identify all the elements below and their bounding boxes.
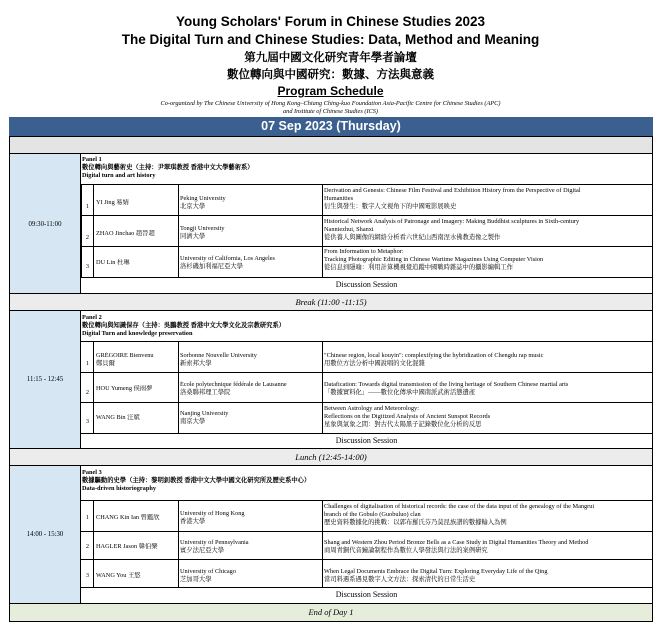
panel2-chair-zh: 數位轉向與知識保存（主持：吳鵬教授 香港中文大學文化及宗教研究系） bbox=[82, 322, 286, 329]
panel3-title: Data-driven historiography bbox=[82, 485, 156, 492]
panel2-talk3-inst bbox=[180, 410, 320, 426]
panel2-label: Panel 2 bbox=[82, 314, 102, 321]
inst-en: University of California, Los Angeles bbox=[180, 255, 275, 262]
coorganizers-line-1: Co-organized by The Chinese University of Hong Kong–Chiang Ching-kuo Foundation Asia-Pacific Centre for Chinese Studies (APC) bbox=[160, 100, 501, 107]
end-label: End of Day 1 bbox=[308, 607, 354, 617]
panel2-talk2-title bbox=[324, 381, 650, 397]
panel3-talk2-inst bbox=[180, 539, 320, 555]
panel2-talk3-no: 3 bbox=[85, 418, 90, 425]
panel1-discussion: Discussion Session bbox=[335, 280, 398, 289]
talk-title-zh: 當司料遇系遇見數字人文方法：探索清代的日常生活史 bbox=[324, 576, 476, 583]
panel3-talk1-speaker: CHANG Kin Ian 曾鑑欣 bbox=[96, 514, 160, 521]
panel1-talk3-title bbox=[324, 248, 650, 272]
panel3-talk2-title bbox=[324, 539, 650, 555]
date-banner: 07 Sep 2023 (Thursday) bbox=[9, 117, 653, 136]
inst-zh: 賓夕法尼亞大學 bbox=[180, 547, 225, 554]
talk-title-line: "Chinese region, local kouyin": complexifying the hybridization of Chengdu rap music bbox=[324, 352, 544, 359]
panel3-talk1-no: 1 bbox=[85, 514, 90, 521]
talk-title-zh: 用數位方法分析中國說唱的文化混雜 bbox=[324, 360, 425, 367]
panel1-talk3-no: 3 bbox=[85, 263, 90, 270]
panel2-talk2-speaker: HOU Yumeng 侯雨夢 bbox=[96, 385, 153, 392]
inst-zh: 南京大學 bbox=[180, 418, 206, 425]
panel1-talk1-inst bbox=[180, 195, 320, 211]
inst-zh: 新索邦大學 bbox=[180, 360, 212, 367]
talk-title-line: Shang and Western Zhou Period Bronze Bells as a Case Study in Digital Humanities Theory and Method bbox=[324, 539, 589, 546]
inst-zh: 芝加哥大學 bbox=[180, 576, 212, 583]
panel2-talk3-speaker: WANG Bin 汪斌 bbox=[96, 414, 140, 421]
panel1-talk1-no: 1 bbox=[85, 203, 90, 210]
panel3-time: 14:00 - 15:30 bbox=[10, 466, 81, 603]
panel3-header bbox=[82, 469, 642, 493]
panel3-talk3-title bbox=[324, 568, 650, 584]
panel3-talk3-inst bbox=[180, 568, 320, 584]
panel3-talk3-no: 3 bbox=[85, 572, 90, 579]
talk-title-zh: 「數據實料化」——數位化傳承中國南派武術活態遺產 bbox=[324, 389, 476, 396]
inst-en: University of Pennsylvania bbox=[180, 539, 249, 546]
panel2-header bbox=[82, 314, 642, 338]
panel2-talk3-title bbox=[324, 405, 650, 429]
panel2-talk2-inst bbox=[180, 381, 320, 397]
talk-title-line: Between Astrology and Meteorology: bbox=[324, 405, 419, 412]
coorganizers bbox=[0, 100, 661, 116]
panel3-talk2-speaker: HAGLER Jason 韓伯樂 bbox=[96, 543, 158, 550]
speaker-name: GRÉGOIRE Bienvenu bbox=[96, 352, 154, 359]
panel2-title: Digital Turn and knowledge preservation bbox=[82, 330, 193, 337]
panel2-talk2-no: 2 bbox=[85, 389, 90, 396]
panel3-chair-zh: 數據驅動的史學（主持：黎明釗教授 香港中文大學中國文化研究所及歷史系中心） bbox=[82, 477, 311, 484]
talk-title-line: Tracking Photographic Editing in Chinese Wartime Magazines Using Computer Vision bbox=[324, 256, 544, 263]
panel1-header bbox=[82, 156, 642, 180]
forum-title: Young Scholars' Forum in Chinese Studies 2023 bbox=[175, 14, 486, 29]
program-schedule-heading: Program Schedule bbox=[277, 84, 384, 98]
spacer-row bbox=[10, 137, 652, 153]
talk-title-zh: 衍生與發生：數字人文視角下的中國電影展映史 bbox=[324, 203, 457, 210]
talk-title-line: When Legal Documents Embrace the Digital Turn: Exploring Everyday Life of the Qing bbox=[324, 568, 548, 575]
break-label: Break (11:00 -11:15) bbox=[295, 297, 367, 307]
panel3-talk1-title bbox=[324, 503, 650, 527]
panel1-talk1-title bbox=[324, 187, 650, 211]
panel2-discussion: Discussion Session bbox=[335, 436, 398, 445]
panel1-talk3-speaker: DU Lin 杜琳 bbox=[96, 259, 130, 266]
talk-title-line: Challenges of digitalisation of historical records: the case of the data input of the genealogy of the Mangrui bbox=[324, 503, 595, 510]
talk-title-zh: 從供養人與圖像的網絡分析看六世紀山西南涅水佛教造像之製作 bbox=[324, 234, 501, 241]
talk-title-line: Historical Network Analysis of Patronage and Imagery: Making Buddhist sculptures in Sixth-century bbox=[324, 218, 580, 225]
panel2-talk1-speaker bbox=[96, 352, 178, 368]
inst-en: University of Chicago bbox=[180, 568, 236, 575]
inst-en: Sorbonne Nouvelle University bbox=[180, 352, 257, 359]
talk-title-line: Humanities bbox=[324, 195, 354, 202]
panel2-time: 11:15 - 12:45 bbox=[10, 311, 81, 448]
talk-title-line: Datafication: Towards digital transmission of the living heritage of Southern Chinese martial arts bbox=[324, 381, 569, 388]
talk-title-line: branch of the Gobulo (Guobuluo) clan bbox=[324, 511, 421, 518]
talk-title-line: From Information to Metaphor: bbox=[324, 248, 404, 255]
forum-subtitle-zh: 數位轉向與中國研究：數據、方法與意義 bbox=[227, 67, 434, 81]
inst-en: École polytechnique fédérale de Lausanne bbox=[180, 381, 287, 388]
inst-zh: 洛桑聯邦理工學院 bbox=[180, 389, 231, 396]
talk-title-zh: 歷史資料數據化的挑戰：以郭布羅氏芬乃莫昆族譜的數據輸入為例 bbox=[324, 519, 507, 526]
inst-zh: 洛杉磯加利福尼亞大學 bbox=[180, 263, 243, 270]
forum-subtitle: The Digital Turn and Chinese Studies: Data, Method and Meaning bbox=[121, 32, 540, 47]
talk-title-zh: 商周青銅代音鐘論制程作為數位人學發法與行法的案例研究 bbox=[324, 547, 488, 554]
coorganizers-line-2: and Institute of Chinese Studies (ICS) bbox=[283, 108, 378, 115]
inst-zh: 同濟大學 bbox=[180, 233, 206, 240]
panel1-talk1-speaker: YI Jing 易婧 bbox=[96, 199, 129, 206]
panel1-talk2-inst bbox=[180, 225, 320, 241]
panel3-talk1-inst bbox=[180, 510, 320, 526]
talk-title-line: Nanniezhui, Shanxi bbox=[324, 226, 374, 233]
panel1-chair-zh: 數位轉向與藝術史（主持：尹翠琪教授 香港中文大學藝術系） bbox=[82, 164, 254, 171]
forum-title-zh: 第九屆中國文化研究青年學者論壇 bbox=[244, 50, 417, 64]
panel1-title: Digital turn and art history bbox=[82, 172, 156, 179]
inst-en: Tongji University bbox=[180, 225, 225, 232]
panel1-time: 09:30-11:00 bbox=[10, 154, 81, 295]
panel3-talk3-speaker: WANG You 王悠 bbox=[96, 572, 141, 579]
panel1-talk2-title bbox=[324, 218, 650, 242]
panel3-discussion: Discussion Session bbox=[335, 590, 398, 599]
panel1-label: Panel 1 bbox=[82, 156, 102, 163]
panel1-talk3-inst bbox=[180, 255, 320, 271]
panel3-label: Panel 3 bbox=[82, 469, 102, 476]
panel2-talk1-title bbox=[324, 352, 650, 368]
panel2-talk1-inst bbox=[180, 352, 320, 368]
panel1-talk2-no: 2 bbox=[85, 234, 90, 241]
inst-zh: 北京大學 bbox=[180, 203, 206, 210]
inst-en: Peking University bbox=[180, 195, 226, 202]
talk-title-zh: 星象與氣象之間：對古代太陽黑子記錄數位化分析的反思 bbox=[324, 421, 482, 428]
inst-en: Nanjing University bbox=[180, 410, 229, 417]
inst-en: University of Hong Kong bbox=[180, 510, 245, 517]
inst-zh: 香港大學 bbox=[180, 518, 206, 525]
speaker-name-zh: 鄭貝爾 bbox=[96, 360, 115, 367]
panel1-talk2-speaker: ZHAO Jinchao 趙晉超 bbox=[96, 230, 155, 237]
panel3-talk2-no: 2 bbox=[85, 543, 90, 550]
talk-title-zh: 從信息到隱喻：利用計算機視覺追蹤中國戰時雜誌中的攝影編輯工作 bbox=[324, 264, 513, 271]
panel2-talk1-no: 1 bbox=[85, 360, 90, 367]
talk-title-line: Reflections on the Digitized Analysis of Ancient Sunspot Records bbox=[324, 413, 491, 420]
lunch-label: Lunch (12:45-14:00) bbox=[295, 452, 367, 462]
schedule-table bbox=[9, 136, 653, 622]
talk-title-line: Derivation and Genesis: Chinese Film Festival and Exhibition History from the Perspective of Digital bbox=[324, 187, 581, 194]
